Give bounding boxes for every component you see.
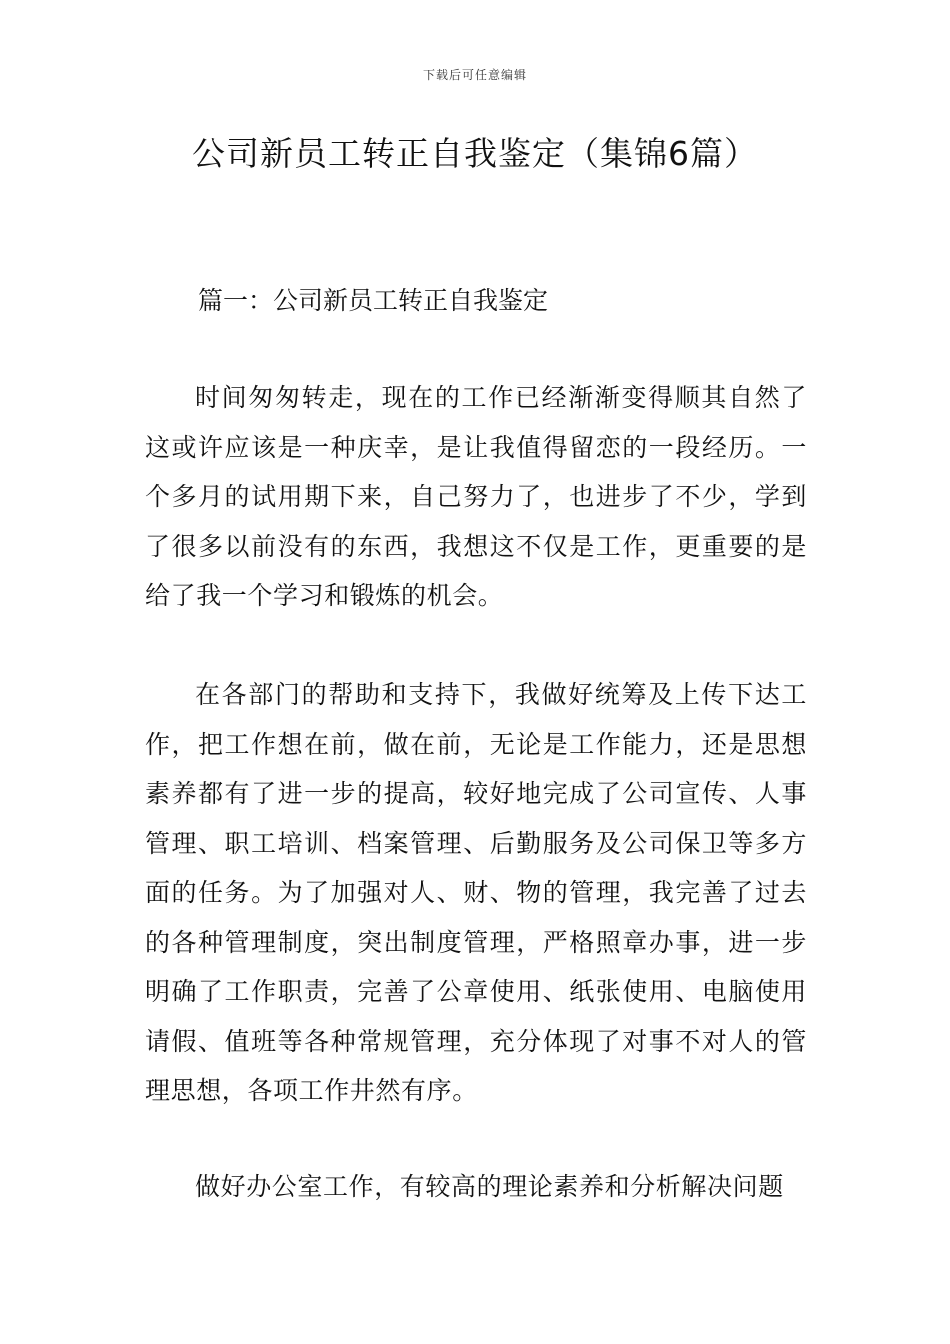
body-paragraph-2	[145, 670, 807, 1116]
paragraph-text: 在各部门的帮助和支持下，我做好统筹及上传下达工作，把工作想在前，做在前，无论是工作能力，还是思想素养都有了进一步的提高，较好地完成了公司宣传、人事管理、职工培训、档案管理、后勤服务及公司保卫等多方面的任务。为了加强对人、财、物的管理，我完善了过去的各种管理制度，突出制度管理，严格照章办事，进一步明确了工作职责，完善了公章使用、纸张使用、电脑使用请假、值班等各种常规管理，充分体现了对事不对人的管理思想，各项工作井然有序。	[145, 680, 807, 1105]
body-paragraph-3	[145, 1162, 807, 1212]
paragraph-text: 做好办公室工作，有较高的理论素养和分析解决问题	[195, 1172, 784, 1201]
body-paragraph-1	[145, 373, 807, 621]
document-title: 公司新员工转正自我鉴定（集锦6篇）	[192, 134, 758, 173]
paragraph-text: 时间匆匆转走，现在的工作已经渐渐变得顺其自然了这或许应该是一种庆幸，是让我值得留恋的一段经历。一个多月的试用期下来，自己努力了，也进步了不少，学到了很多以前没有的东西，我想这不仅是工作，更重要的是给了我一个学习和锻炼的机会。	[145, 383, 807, 610]
section-heading: 篇一：公司新员工转正自我鉴定	[198, 286, 549, 315]
header-note: 下载后可任意编辑	[422, 68, 527, 82]
